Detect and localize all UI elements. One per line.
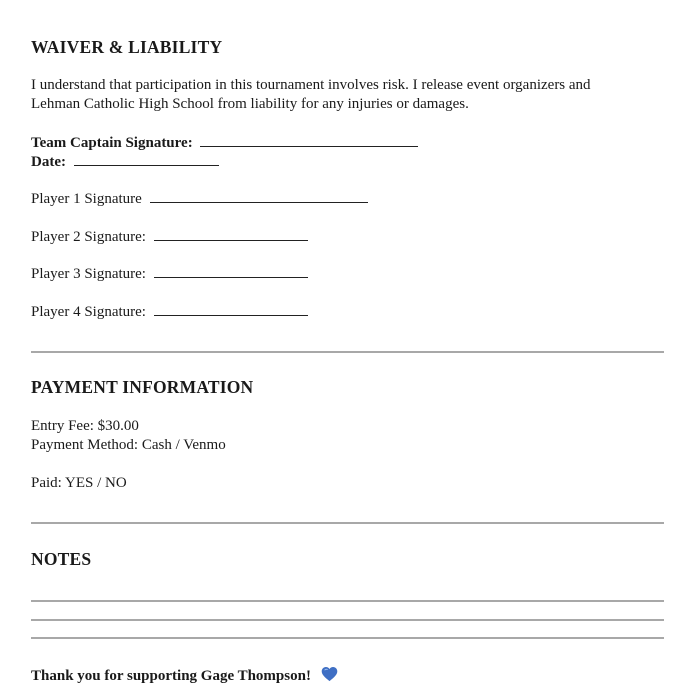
date-row [31, 152, 219, 172]
payment-method-text: Payment Method: Cash / Venmo [31, 437, 226, 453]
payment-heading: PAYMENT INFORMATION [31, 377, 254, 397]
section-divider [31, 522, 664, 524]
player-3-signature-line[interactable] [154, 264, 308, 278]
captain-signature-line[interactable] [200, 133, 418, 147]
notes-line[interactable] [31, 619, 664, 621]
notes-heading: NOTES [31, 549, 92, 569]
paid-status-text: Paid: YES / NO [31, 475, 127, 491]
player-2-signature-label: Player 2 Signature: [31, 229, 146, 245]
date-label: Date: [31, 154, 66, 170]
section-divider [31, 351, 664, 353]
player-1-signature-row [31, 189, 368, 209]
captain-signature-row [31, 133, 418, 153]
entry-fee-text: Entry Fee: $30.00 [31, 418, 139, 434]
waiver-heading: WAIVER & LIABILITY [31, 37, 223, 57]
player-4-signature-line[interactable] [154, 302, 308, 316]
captain-signature-label: Team Captain Signature: [31, 135, 193, 151]
player-1-signature-line[interactable] [150, 189, 368, 203]
waiver-text-line1: I understand that participation in this tournament involves risk. I release event organizers and [31, 77, 591, 93]
date-line[interactable] [74, 152, 219, 166]
player-3-signature-row [31, 264, 308, 284]
player-2-signature-row [31, 227, 308, 247]
player-1-signature-label: Player 1 Signature [31, 191, 142, 207]
footer-thanks-text: Thank you for supporting Gage Thompson! [31, 668, 311, 684]
blue-heart-icon [321, 666, 338, 688]
player-4-signature-label: Player 4 Signature: [31, 304, 146, 320]
player-3-signature-label: Player 3 Signature: [31, 266, 146, 282]
player-4-signature-row [31, 302, 308, 322]
notes-line[interactable] [31, 600, 664, 602]
waiver-text-line2: Lehman Catholic High School from liability for any injuries or damages. [31, 96, 469, 112]
notes-line[interactable] [31, 637, 664, 639]
footer-thanks-row [31, 666, 338, 688]
player-2-signature-line[interactable] [154, 227, 308, 241]
